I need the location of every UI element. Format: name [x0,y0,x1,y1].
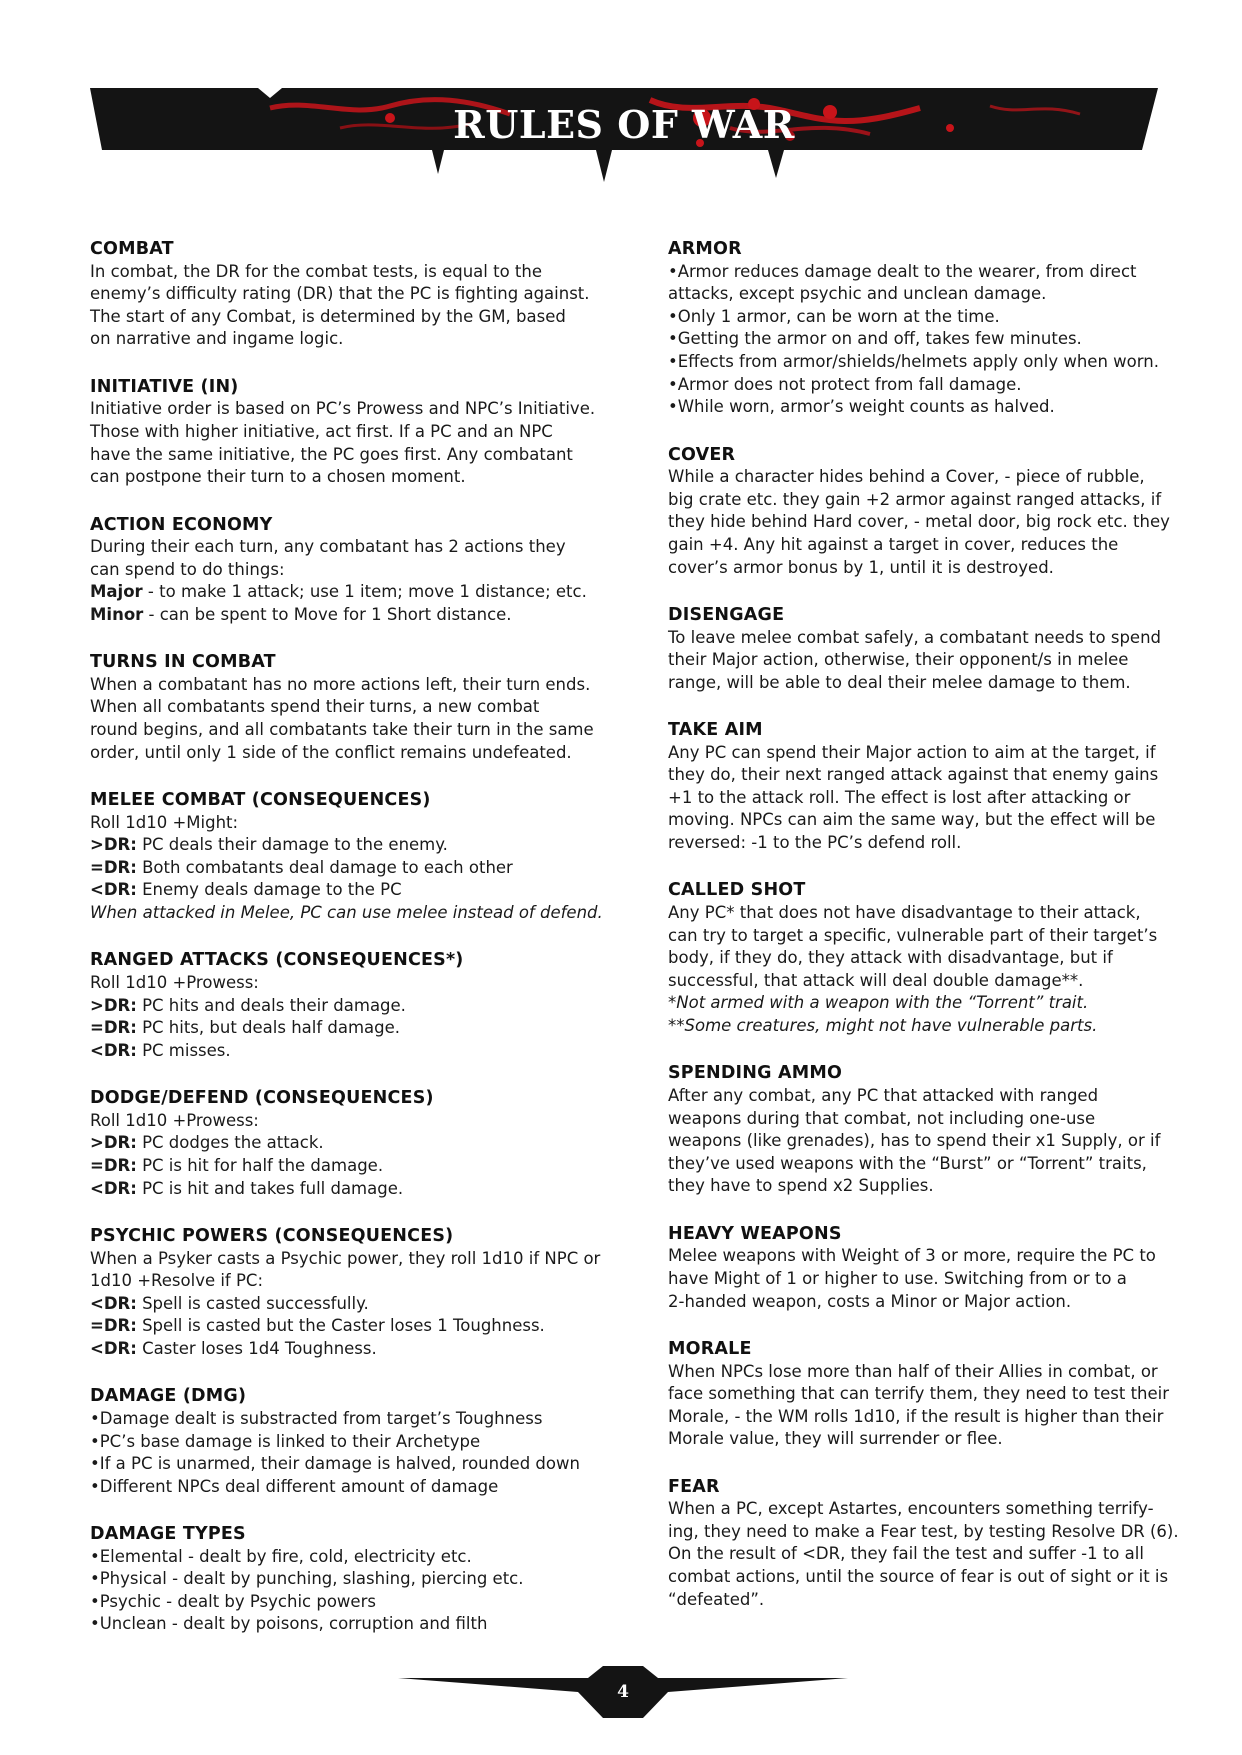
rule-section [668,1062,1168,1198]
rule-section [668,719,1168,855]
left-column [90,238,603,1661]
text-line: •Psychic - dealt by Psychic powers [90,1591,376,1611]
text-line: **Some creatures, might not have vulnerable parts. [668,1016,1098,1035]
text-line: they do, their next ranged attack against that enemy gains [668,765,1159,785]
line-text: Both combatants deal damage to each other [136,857,513,877]
text-line: they have to spend x2 Supplies. [668,1176,934,1196]
line-text: - can be spent to Move for 1 Short distance. [143,604,512,624]
text-line: •Different NPCs deal different amount of damage [90,1476,499,1496]
text-line [90,1155,600,1178]
text-line: •Elemental - dealt by fire, cold, electricity etc. [90,1546,472,1566]
text-line: can postpone their turn to a chosen moment. [90,467,466,487]
text-line: “defeated”. [668,1589,765,1609]
line-text: PC is hit and takes full damage. [136,1178,404,1198]
text-line: enemy’s difficulty rating (DR) that the PC is fighting against. [90,284,590,304]
section-heading: TAKE AIM [668,720,763,741]
text-line [90,1293,600,1316]
text-line [90,1178,600,1201]
section-heading: SPENDING AMMO [668,1063,843,1084]
section-heading: HEAVY WEAPONS [668,1223,842,1244]
text-line: they hide behind Hard cover, - metal door, big rock etc. they [668,512,1170,532]
line-label: Minor [90,604,144,624]
text-line: big crate etc. they gain +2 armor against ranged attacks, if [668,489,1162,509]
rule-section [668,444,1168,580]
text-line: •Armor reduces damage dealt to the wearer, from direct [668,261,1137,281]
rule-section [668,1338,1168,1451]
text-line [90,995,600,1018]
text-line [90,857,600,880]
text-line: On the result of <DR, they fail the test and suffer -1 to all [668,1544,1144,1564]
line-text: PC misses. [136,1040,231,1060]
text-line: Melee weapons with Weight of 3 or more, require the PC to [668,1246,1156,1266]
line-label: <DR: [90,1040,137,1060]
line-label: >DR: [90,1133,137,1153]
text-line: Those with higher initiative, act first. If a PC and an NPC [90,421,553,441]
text-line: When attacked in Melee, PC can use melee instead of defend. [90,903,603,923]
section-heading: DISENGAGE [668,604,785,625]
rule-section [90,1385,600,1498]
rule-section [90,1523,600,1636]
text-line: range, will be able to deal their melee damage to them. [668,672,1131,692]
text-line [90,1040,600,1063]
text-line: attacks, except psychic and unclean damage. [668,284,1047,304]
rule-section [90,949,600,1062]
text-line: weapons (like grenades), has to spend their x1 Supply, or if [668,1131,1161,1151]
line-text: - to make 1 attack; use 1 item; move 1 distance; etc. [142,582,587,602]
text-line: In combat, the DR for the combat tests, is equal to the [90,261,542,281]
line-label: <DR: [90,1338,137,1358]
line-label: >DR: [90,835,137,855]
line-label: >DR: [90,995,137,1015]
text-line: The start of any Combat, is determined by the GM, based [90,306,566,326]
section-heading: CALLED SHOT [668,880,806,901]
line-text: PC deals their damage to the enemy. [136,835,448,855]
section-heading: MELEE COMBAT (CONSEQUENCES) [90,790,431,811]
rule-section [90,1087,600,1200]
section-heading: ARMOR [668,239,742,259]
section-heading: COVER [668,444,736,465]
text-line: During their each turn, any combatant has 2 actions they [90,537,566,557]
text-line: •Only 1 armor, can be worn at the time. [668,306,1000,326]
text-line [90,1017,600,1040]
text-line [90,879,600,902]
section-heading: PSYCHIC POWERS (CONSEQUENCES) [90,1225,454,1246]
text-line: face something that can terrify them, they need to test their [668,1384,1170,1404]
page-title: RULES OF WAR [453,102,795,147]
rule-section [668,604,1168,694]
text-line [90,1315,600,1338]
text-line: When NPCs lose more than half of their Allies in combat, or [668,1361,1158,1381]
rule-section [90,651,600,764]
section-heading: ACTION ECONOMY [90,514,273,535]
text-line: reversed: -1 to the PC’s defend roll. [668,833,962,853]
text-line: •If a PC is unarmed, their damage is halved, rounded down [90,1454,580,1474]
right-column [668,238,1179,1636]
line-label: =DR: [90,1316,137,1336]
text-line: *Not armed with a weapon with the “Torrent” trait. [668,993,1089,1013]
text-line: Roll 1d10 +Prowess: [90,1110,259,1130]
text-line: gain +4. Any hit against a target in cover, reduces the [668,534,1119,554]
line-text: PC hits, but deals half damage. [136,1018,401,1038]
line-text: Spell is casted successfully. [136,1293,369,1313]
rule-section [668,1476,1179,1612]
rule-section [668,1223,1168,1313]
line-label: =DR: [90,857,137,877]
text-line: •Damage dealt is substracted from target’s Toughness [90,1408,543,1428]
text-line: To leave melee combat safely, a combatant needs to spend [668,627,1161,647]
text-line: •Getting the armor on and off, takes few minutes. [668,329,1082,349]
text-line: can spend to do things: [90,559,285,579]
text-line: they’ve used weapons with the “Burst” or “Torrent” traits, [668,1153,1147,1173]
text-line: their Major action, otherwise, their opponent/s in melee [668,650,1129,670]
text-line: can try to target a specific, vulnerable part of their target’s [668,925,1158,945]
text-line: •PC’s base damage is linked to their Archetype [90,1431,481,1451]
text-line: round begins, and all combatants take their turn in the same [90,720,594,740]
section-heading: COMBAT [90,239,174,259]
text-line: moving. NPCs can aim the same way, but the effect will be [668,810,1156,830]
text-line: Initiative order is based on PC’s Prowess and NPC’s Initiative. [90,399,596,419]
section-heading: DODGE/DEFEND (CONSEQUENCES) [90,1088,434,1109]
rule-section [90,238,600,351]
header-banner [90,88,1158,188]
text-line: 1d10 +Resolve if PC: [90,1271,264,1291]
section-heading: INITIATIVE (IN) [90,376,239,397]
section-heading: MORALE [668,1338,752,1359]
text-line: •Armor does not protect from fall damage. [668,374,1022,394]
line-text: PC is hit for half the damage. [136,1155,384,1175]
text-line: When a PC, except Astartes, encounters something terrify- [668,1499,1154,1519]
text-line [90,1338,600,1361]
line-label: <DR: [90,880,137,900]
text-line [90,581,600,604]
text-line: have the same initiative, the PC goes first. Any combatant [90,444,573,464]
line-text: Spell is casted but the Caster loses 1 Toughness. [136,1316,545,1336]
line-label: <DR: [90,1293,137,1313]
text-line: Roll 1d10 +Might: [90,812,239,832]
text-line: When all combatants spend their turns, a new combat [90,697,540,717]
text-line: Any PC* that does not have disadvantage to their attack, [668,903,1141,923]
text-line: When a combatant has no more actions left, their turn ends. [90,674,591,694]
text-line: successful, that attack will deal double damage**. [668,970,1084,990]
text-line [90,834,600,857]
text-line: weapons during that combat, not including one-use [668,1108,1096,1128]
line-text: Enemy deals damage to the PC [136,880,402,900]
text-line: body, if they do, they attack with disadvantage, but if [668,948,1113,968]
page-footer [398,1660,848,1724]
text-line: •Physical - dealt by punching, slashing, piercing etc. [90,1569,524,1589]
section-heading: FEAR [668,1476,720,1497]
section-heading: TURNS IN COMBAT [90,652,276,673]
text-line: •Effects from armor/shields/helmets apply only when worn. [668,351,1159,371]
text-line: order, until only 1 side of the conflict remains undefeated. [90,742,572,762]
text-line: 2-handed weapon, costs a Minor or Major action. [668,1291,1072,1311]
text-line: ing, they need to make a Fear test, by testing Resolve DR (6). [668,1521,1179,1541]
text-line: Morale value, they will surrender or flee. [668,1429,1003,1449]
text-line: Any PC can spend their Major action to aim at the target, if [668,742,1156,762]
text-line: combat actions, until the source of fear is out of sight or it is [668,1567,1169,1587]
text-line [90,604,600,627]
line-label: Major [90,582,143,602]
section-heading: DAMAGE (DMG) [90,1386,247,1407]
text-line: cover’s armor bonus by 1, until it is destroyed. [668,557,1054,577]
section-heading: DAMAGE TYPES [90,1524,246,1545]
text-line: on narrative and ingame logic. [90,329,344,349]
text-line: While a character hides behind a Cover, - piece of rubble, [668,467,1145,487]
section-heading: RANGED ATTACKS (CONSEQUENCES*) [90,950,464,971]
line-label: =DR: [90,1018,137,1038]
page-number: 4 [617,1682,629,1702]
rule-section [90,789,603,925]
text-line: +1 to the attack roll. The effect is lost after attacking or [668,787,1131,807]
text-line: have Might of 1 or higher to use. Switching from or to a [668,1268,1127,1288]
line-text: PC hits and deals their damage. [136,995,406,1015]
text-line: •While worn, armor’s weight counts as halved. [668,397,1055,417]
rule-section [668,238,1168,419]
text-line [90,1132,600,1155]
rule-section [668,879,1168,1037]
line-label: =DR: [90,1155,137,1175]
text-line: Roll 1d10 +Prowess: [90,973,259,993]
line-text: PC dodges the attack. [136,1133,324,1153]
rule-section [90,1225,600,1361]
text-line: Morale, - the WM rolls 1d10, if the result is higher than their [668,1406,1164,1426]
line-label: <DR: [90,1178,137,1198]
text-line: After any combat, any PC that attacked with ranged [668,1085,1099,1105]
text-line: •Unclean - dealt by poisons, corruption and filth [90,1614,488,1634]
rule-section [90,514,600,627]
rule-section [90,376,600,489]
text-line: When a Psyker casts a Psychic power, they roll 1d10 if NPC or [90,1248,601,1268]
line-text: Caster loses 1d4 Toughness. [136,1338,377,1358]
